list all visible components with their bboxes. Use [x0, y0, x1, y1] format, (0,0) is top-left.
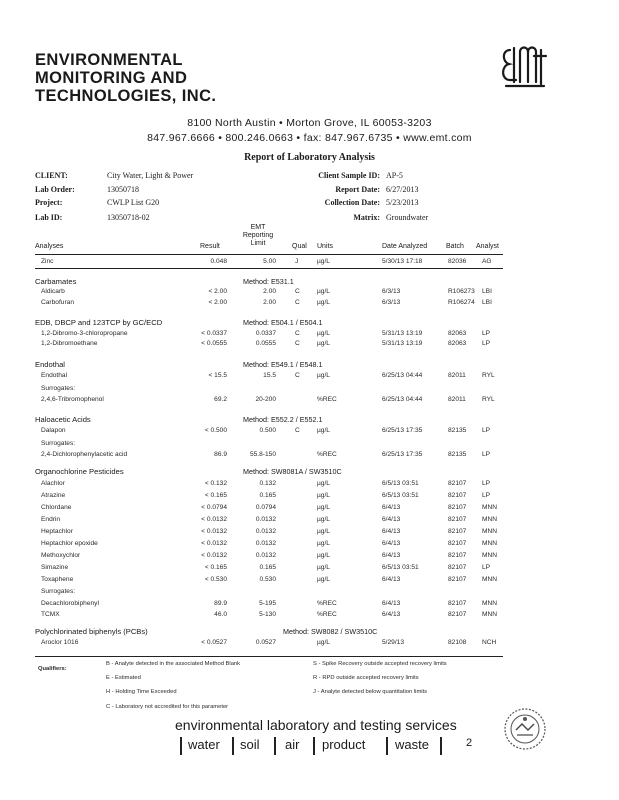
units: %REC [317, 451, 337, 458]
units: µg/L [317, 576, 330, 583]
analyte-name: TCMX [41, 611, 60, 618]
units: %REC [317, 600, 337, 607]
date-analyzed: 6/25/13 04:44 [382, 372, 423, 379]
reporting-limit: 0.132 [259, 480, 276, 487]
reporting-limit: 5-195 [259, 600, 276, 607]
section-method: Method: E504.1 / E504.1 [243, 318, 323, 327]
reporting-limit: 0.0132 [255, 528, 276, 535]
emt-logo [498, 42, 552, 90]
units: %REC [317, 611, 337, 618]
date-analyzed: 5/31/13 13:19 [382, 330, 423, 337]
batch: 82135 [448, 451, 467, 458]
analyte-name: Endothal [41, 372, 68, 379]
header-units: Units [317, 243, 333, 250]
table-row [0, 528, 619, 537]
result-value: 46.0 [214, 611, 227, 618]
section-method: Method: E552.2 / E552.1 [243, 415, 323, 424]
units: µg/L [317, 528, 330, 535]
date-analyzed: 6/25/13 04:44 [382, 396, 423, 403]
footer-divider [440, 737, 442, 755]
surrogates-label: Surrogates: [41, 385, 76, 392]
table-row [0, 258, 619, 267]
report-date-value: 6/27/2013 [386, 185, 419, 194]
units: µg/L [317, 372, 330, 379]
analyte-name: Dalapon [41, 427, 66, 434]
batch: 82107 [448, 492, 467, 499]
qualifier-c: C - Laboratory not accredited for this parameter [106, 704, 229, 710]
batch: 82063 [448, 340, 467, 347]
zinc-rule [35, 268, 503, 269]
section-method: Method: E549.1 / E548.1 [243, 360, 323, 369]
result-value: < 2.00 [208, 299, 227, 306]
reporting-limit: 0.0337 [255, 330, 276, 337]
surrogates-label: Surrogates: [41, 588, 76, 595]
company-name-line2: MONITORING AND [35, 69, 188, 87]
analyst: RYL [482, 372, 495, 379]
analyte-name: 1,2-Dibromoethane [41, 340, 98, 347]
lab-order-label: Lab Order: [35, 185, 75, 194]
table-row [0, 504, 619, 513]
units: µg/L [317, 427, 330, 434]
qualifier-s: S - Spike Recovery outside accepted recovery limits [313, 661, 447, 667]
result-value: < 15.5 [208, 372, 227, 379]
result-value: < 0.500 [204, 427, 227, 434]
footer-air: air [285, 737, 300, 752]
analyst: LP [482, 427, 491, 434]
qualifier-e: E - Estimated [106, 675, 141, 681]
analyst: MNN [482, 504, 498, 511]
table-row [0, 564, 619, 573]
header-limit: Limit [250, 240, 266, 247]
batch: 82107 [448, 540, 467, 547]
table-row [0, 288, 619, 297]
report-date-label: Report Date: [335, 185, 380, 194]
table-row [0, 600, 619, 609]
reporting-limit: 0.0794 [255, 504, 276, 511]
analyst: MNN [482, 516, 498, 523]
qualifier-j: J - Analyte detected below quantitation limits [313, 689, 428, 695]
result-value: < 0.0132 [201, 528, 227, 535]
collection-date-value: 5/23/2013 [386, 198, 419, 207]
result-value: < 0.132 [204, 480, 227, 487]
table-row [0, 576, 619, 585]
table-row [0, 480, 619, 489]
batch: 82107 [448, 564, 467, 571]
table-row [0, 552, 619, 561]
reporting-limit: 5.00 [263, 258, 276, 265]
company-name-line3: TECHNOLOGIES, INC. [35, 87, 217, 105]
date-analyzed: 6/4/13 [382, 552, 401, 559]
reporting-limit: 55.8-150 [249, 451, 276, 458]
qualifier-r: R - RPD outside accepted recovery limits [313, 675, 419, 681]
analyst: LP [482, 492, 491, 499]
date-analyzed: 6/4/13 [382, 576, 401, 583]
analyte-name: 2,4,6-Tribromophenol [41, 396, 104, 403]
analyst: LBI [482, 288, 492, 295]
result-value: < 0.530 [204, 576, 227, 583]
header-emt: EMT [250, 224, 266, 231]
section-method: Method: SW8082 / SW3510C [283, 627, 378, 636]
table-row [0, 516, 619, 525]
project-label: Project: [35, 198, 63, 207]
footer-water: water [188, 737, 220, 752]
analyte-name: 1,2-Dibromo-3-chloropropane [41, 330, 128, 337]
batch: 82107 [448, 552, 467, 559]
reporting-limit: 0.0132 [255, 540, 276, 547]
collection-date-label: Collection Date: [324, 198, 380, 207]
footer-product: product [322, 737, 366, 752]
reporting-limit: 15.5 [263, 372, 276, 379]
units: µg/L [317, 564, 330, 571]
header-qual: Qual [292, 243, 307, 250]
footer-divider [386, 737, 388, 755]
analyte-name: Aldicarb [41, 288, 65, 295]
analyte-name: 2,4-Dichlorophenylacetic acid [41, 451, 128, 458]
analyte-name: Aroclor 1016 [41, 639, 79, 646]
table-row [0, 540, 619, 549]
analyte-name: Atrazine [41, 492, 66, 499]
reporting-limit: 0.530 [259, 576, 276, 583]
date-analyzed: 6/25/13 17:35 [382, 451, 423, 458]
header-rule [35, 254, 503, 255]
analyte-name: Simazine [41, 564, 69, 571]
result-value: < 0.0132 [201, 540, 227, 547]
batch: 82107 [448, 528, 467, 535]
section-title: Polychlorinated biphenyls (PCBs) [35, 627, 148, 636]
table-bottom-rule [35, 656, 503, 657]
analyst: MNN [482, 600, 498, 607]
units: µg/L [317, 340, 330, 347]
section-method: Method: SW8081A / SW3510C [243, 467, 342, 476]
date-analyzed: 6/25/13 17:35 [382, 427, 423, 434]
qualifier-h: H - Holding Time Exceeded [106, 689, 177, 695]
section-title: Endothal [35, 360, 65, 369]
units: µg/L [317, 288, 330, 295]
section-method: Method: E531.1 [243, 277, 294, 286]
reporting-limit: 0.165 [259, 492, 276, 499]
footer-divider [313, 737, 315, 755]
result-value: < 0.0794 [201, 504, 227, 511]
result-value: 0.048 [210, 258, 227, 265]
reporting-limit: 2.00 [263, 288, 276, 295]
table-row [0, 639, 619, 648]
sample-id-label: Client Sample ID: [318, 171, 380, 180]
batch: R106273 [448, 288, 475, 295]
date-analyzed: 5/30/13 17:18 [382, 258, 423, 265]
analyte-name: Zinc [41, 258, 54, 265]
qualifier: C [295, 330, 300, 337]
batch: 82107 [448, 600, 467, 607]
batch: 82108 [448, 639, 467, 646]
qualifier: C [295, 299, 300, 306]
qualifier: J [295, 258, 299, 265]
date-analyzed: 5/29/13 [382, 639, 404, 646]
batch: 82107 [448, 611, 467, 618]
accreditation-seal-icon [502, 706, 548, 752]
batch: 82011 [448, 396, 466, 403]
surrogates-label: Surrogates: [41, 440, 76, 447]
analyst: LP [482, 451, 491, 458]
company-phones: 847.967.6666 • 800.246.0663 • fax: 847.967.6735 • www.emt.com [147, 132, 472, 144]
matrix-value: Groundwater [386, 213, 429, 222]
analyte-name: Decachlorobiphenyl [41, 600, 99, 607]
result-value: < 0.0555 [201, 340, 227, 347]
date-analyzed: 6/4/13 [382, 600, 401, 607]
header-analyses: Analyses [35, 243, 64, 250]
analyte-name: Alachlor [41, 480, 65, 487]
table-row [0, 372, 619, 381]
analyst: LP [482, 340, 491, 347]
result-value: < 0.165 [204, 492, 227, 499]
section-title: EDB, DBCP and 123TCP by GC/ECD [35, 318, 163, 327]
footer-soil: soil [240, 737, 260, 752]
analyte-name: Carbofuran [41, 299, 74, 306]
analyte-name: Chlordane [41, 504, 72, 511]
analyst: MNN [482, 552, 498, 559]
reporting-limit: 0.500 [259, 427, 276, 434]
analyte-name: Heptachlor [41, 528, 73, 535]
section-title: Carbamates [35, 277, 77, 286]
batch: 82107 [448, 576, 467, 583]
table-row [0, 492, 619, 501]
company-name-line1: ENVIRONMENTAL [35, 51, 183, 69]
result-value: 69.2 [214, 396, 227, 403]
analyst: MNN [482, 540, 498, 547]
footer-waste: waste [395, 737, 429, 752]
table-row [0, 330, 619, 339]
table-row [0, 340, 619, 349]
footer-divider [180, 737, 182, 755]
qualifier: C [295, 340, 300, 347]
qualifier: C [295, 372, 300, 379]
batch: 82011 [448, 372, 466, 379]
analyst: MNN [482, 528, 498, 535]
date-analyzed: 6/3/13 [382, 288, 401, 295]
batch: R106274 [448, 299, 475, 306]
analyst: MNN [482, 576, 498, 583]
batch: 82063 [448, 330, 467, 337]
result-value: < 0.165 [204, 564, 227, 571]
footer-divider [232, 737, 234, 755]
header-analyst: Analyst [476, 243, 499, 250]
qualifier: C [295, 288, 300, 295]
analyst: MNN [482, 611, 498, 618]
company-address: 8100 North Austin • Morton Grove, IL 60053-3203 [187, 117, 432, 129]
analyst: AG [482, 258, 492, 265]
client-label: CLIENT: [35, 171, 68, 180]
table-row [0, 451, 619, 460]
units: µg/L [317, 552, 330, 559]
units: µg/L [317, 504, 330, 511]
units: µg/L [317, 299, 330, 306]
batch: 82107 [448, 480, 467, 487]
date-analyzed: 6/3/13 [382, 299, 401, 306]
analyte-name: Heptachlor epoxide [41, 540, 98, 547]
units: %REC [317, 396, 337, 403]
lab-id-value: 13050718-02 [107, 213, 150, 222]
analyst: LP [482, 330, 491, 337]
footer-divider [274, 737, 276, 755]
units: µg/L [317, 516, 330, 523]
date-analyzed: 6/4/13 [382, 540, 401, 547]
units: µg/L [317, 492, 330, 499]
analyst: LP [482, 564, 491, 571]
report-title: Report of Laboratory Analysis [244, 152, 375, 163]
date-analyzed: 6/5/13 03:51 [382, 492, 419, 499]
table-row [0, 299, 619, 308]
reporting-limit: 0.165 [259, 564, 276, 571]
units: µg/L [317, 330, 330, 337]
lab-order-value: 13050718 [107, 185, 139, 194]
reporting-limit: 5-130 [259, 611, 276, 618]
units: µg/L [317, 480, 330, 487]
units: µg/L [317, 540, 330, 547]
qualifiers-label: Qualifiers: [38, 666, 67, 672]
footer-tagline: environmental laboratory and testing services [175, 717, 457, 733]
analyte-name: Endrin [41, 516, 61, 523]
analyst: LBI [482, 299, 492, 306]
reporting-limit: 20-200 [255, 396, 276, 403]
analyte-name: Methoxychlor [41, 552, 81, 559]
table-row [0, 611, 619, 620]
result-value: < 0.0132 [201, 552, 227, 559]
reporting-limit: 0.0555 [255, 340, 276, 347]
result-value: < 0.0527 [201, 639, 227, 646]
batch: 82107 [448, 504, 467, 511]
qualifier-b: B - Analyte detected in the associated Method Blank [106, 661, 241, 667]
sample-id-value: AP-5 [386, 171, 403, 180]
table-row [0, 427, 619, 436]
reporting-limit: 0.0527 [255, 639, 276, 646]
date-analyzed: 6/5/13 03:51 [382, 564, 419, 571]
reporting-limit: 0.0132 [255, 552, 276, 559]
matrix-label: Matrix: [353, 213, 380, 222]
page-number: 2 [466, 737, 473, 749]
date-analyzed: 6/4/13 [382, 504, 401, 511]
header-reporting: Reporting [242, 232, 274, 239]
section-title: Organochlorine Pesticides [35, 467, 124, 476]
date-analyzed: 6/5/13 03:51 [382, 480, 419, 487]
result-value: < 2.00 [208, 288, 227, 295]
date-analyzed: 5/31/13 13:19 [382, 340, 423, 347]
section-title: Haloacetic Acids [35, 415, 91, 424]
analyst: NCH [482, 639, 497, 646]
units: µg/L [317, 258, 330, 265]
header-date-analyzed: Date Analyzed [382, 243, 428, 250]
project-value: CWLP List G20 [107, 198, 160, 207]
result-value: 86.9 [214, 451, 227, 458]
client-value: City Water, Light & Power [107, 171, 194, 180]
table-row [0, 396, 619, 405]
result-value: 89.9 [214, 600, 227, 607]
batch: 82107 [448, 516, 467, 523]
date-analyzed: 6/4/13 [382, 516, 401, 523]
units: µg/L [317, 639, 330, 646]
date-analyzed: 6/4/13 [382, 528, 401, 535]
lab-id-label: Lab ID: [35, 213, 63, 222]
header-result: Result [200, 243, 220, 250]
date-analyzed: 6/4/13 [382, 611, 401, 618]
header-batch: Batch [446, 243, 464, 250]
batch: 82036 [448, 258, 467, 265]
batch: 82135 [448, 427, 467, 434]
result-value: < 0.0337 [201, 330, 227, 337]
result-value: < 0.0132 [201, 516, 227, 523]
qualifier: C [295, 427, 300, 434]
analyst: RYL [482, 396, 495, 403]
analyte-name: Toxaphene [41, 576, 74, 583]
reporting-limit: 2.00 [263, 299, 276, 306]
analyst: LP [482, 480, 491, 487]
reporting-limit: 0.0132 [255, 516, 276, 523]
